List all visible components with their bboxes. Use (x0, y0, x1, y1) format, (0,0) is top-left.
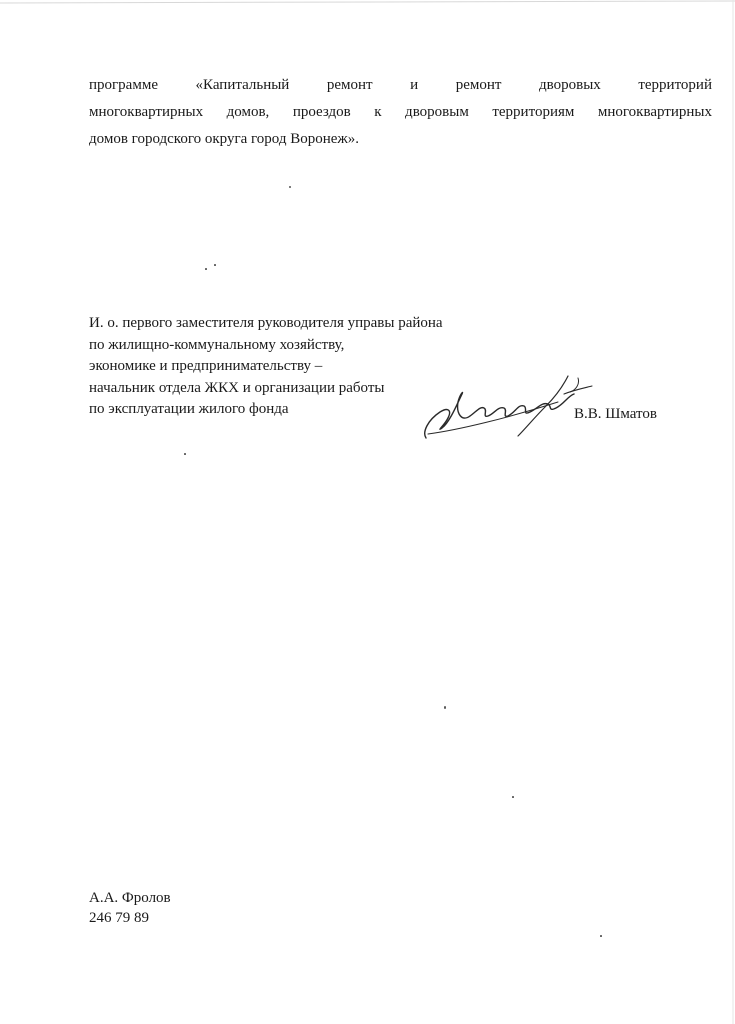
body-paragraph (89, 72, 712, 153)
executor-phone: 246 79 89 (89, 910, 149, 926)
scan-speck (600, 935, 602, 937)
scan-speck (512, 796, 514, 798)
paragraph-line-1: программе «Капитальный ремонт и ремонт дворовых территорий (89, 77, 712, 93)
position-line-1: И. о. первого заместителя руководителя управы района (89, 315, 443, 331)
signer-name: В.В. Шматов (574, 406, 657, 422)
position-line-2: по жилищно-коммунальному хозяйству, (89, 336, 345, 353)
executor-name: А.А. Фролов (89, 890, 171, 906)
scan-speck (214, 264, 216, 266)
position-line-4: начальник отдела ЖКХ и организации работы (89, 379, 385, 396)
signatory-position (89, 313, 443, 421)
position-line-5: по эксплуатации жилого фонда (89, 401, 289, 417)
executor-contact (89, 888, 171, 928)
handwritten-signature (418, 372, 598, 442)
scan-speck (205, 268, 207, 270)
paragraph-line-3: домов городского округа город Воронеж». (89, 131, 360, 147)
paragraph-line-2: многоквартирных домов, проездов к дворовым территориям многоквартирных (89, 104, 712, 120)
scan-speck (289, 186, 291, 188)
position-line-3: экономике и предпринимательству – (89, 358, 323, 374)
scan-speck (444, 706, 446, 709)
scan-speck (184, 453, 186, 455)
